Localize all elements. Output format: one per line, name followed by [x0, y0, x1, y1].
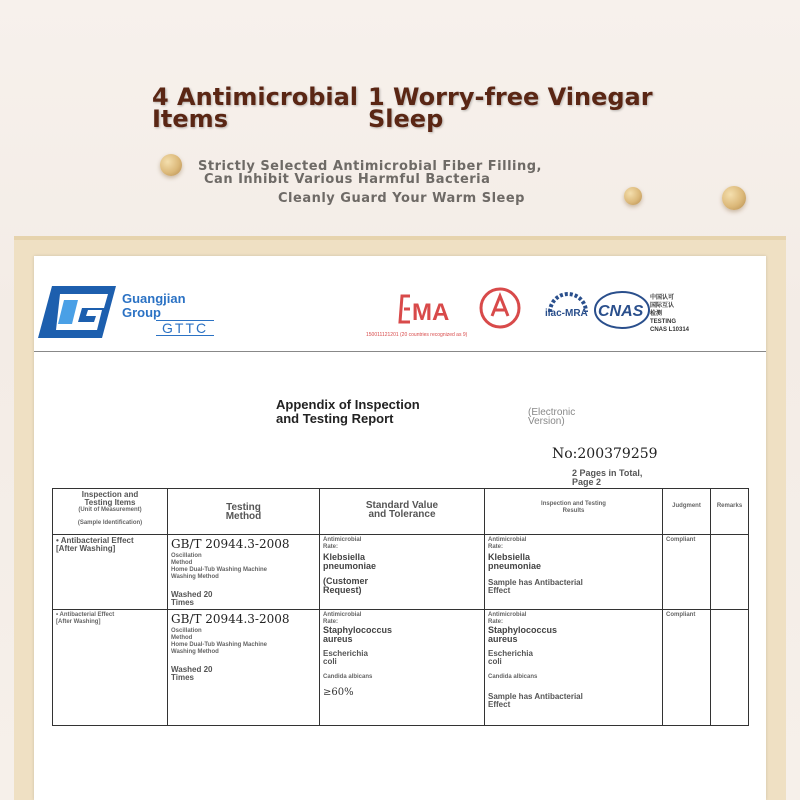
row2-item: • Antibacterial Effect [After Washing]	[53, 610, 168, 726]
ilac-logo-icon	[544, 286, 592, 330]
svg-text:ilac-MRA: ilac-MRA	[545, 308, 588, 319]
cal-logo-icon	[478, 286, 522, 330]
svg-text:MA: MA	[412, 299, 450, 326]
row2-standard: Antimicrobial Rate: Staphylococcus aureus Escherichia coli Candida albicans ≥60%	[320, 610, 485, 726]
headline-right: 1 Worry-free Vinegar Sleep	[368, 83, 653, 133]
report-paper	[34, 256, 766, 800]
company-name: Guangjian Group	[122, 291, 186, 320]
header-results: Inspection and Testing Results	[485, 489, 663, 535]
inspection-table	[52, 488, 749, 726]
bead-decoration	[722, 186, 746, 210]
row1-method: GB/T 20944.3-2008 Oscillation Method Home Dual-Tub Washing Machine Washing Method Washed 20 Times	[168, 535, 320, 610]
row2-judgment: Compliant	[663, 610, 711, 726]
subline-2: Can Inhibit Various Harmful Bacteria	[204, 172, 491, 187]
report-title: Appendix of Inspection and Testing Report	[276, 397, 420, 426]
cnas-logo-icon	[594, 290, 650, 330]
table-row	[53, 610, 749, 726]
table-header-row	[53, 489, 749, 535]
header-standard: Standard Value and Tolerance	[320, 489, 485, 535]
cnas-note: 中国认可 国际互认 检测 TESTING CNAS L10314	[650, 295, 690, 333]
header-judgment: Judgment	[663, 489, 711, 535]
svg-text:CNAS: CNAS	[598, 303, 644, 320]
headline-left: 4 Antimicrobial Items	[152, 83, 359, 133]
row1-remarks	[711, 535, 749, 610]
header-method: Testing Method	[168, 489, 320, 535]
row1-results: Antimicrobial Rate: Klebsiella pneumoniae Sample has Antibacterial Effect	[485, 535, 663, 610]
page-count: 2 Pages in Total, Page 2	[572, 468, 643, 487]
bead-decoration	[160, 154, 182, 176]
cma-logo-icon	[398, 292, 462, 326]
electronic-version-label: (Electronic Version)	[528, 407, 576, 427]
company-abbr: GTTC	[156, 320, 214, 336]
row2-method: GB/T 20944.3-2008 Oscillation Method Home Dual-Tub Washing Machine Washing Method Washed 20 Times	[168, 610, 320, 726]
report-number: No:200379259	[552, 446, 658, 462]
row1-standard: Antimicrobial Rate: Klebsiella pneumoniae (Customer Request)	[320, 535, 485, 610]
subline-3: Cleanly Guard Your Warm Sleep	[278, 191, 525, 206]
header-items: Inspection and Testing Items (Unit of Measurement) (Sample Identification)	[53, 489, 168, 535]
row1-item: • Antibacterial Effect [After Washing]	[53, 535, 168, 610]
row1-judgment: Compliant	[663, 535, 711, 610]
header-divider	[34, 351, 766, 352]
gttc-logo-icon	[38, 286, 116, 338]
subline-1: Strictly Selected Antimicrobial Fiber Filling,	[198, 159, 542, 174]
table-row	[53, 535, 749, 610]
cma-note: 150011121201 (20 countries recognized as 9)	[366, 332, 468, 338]
row2-results: Antimicrobial Rate: Staphylococcus aureus Escherichia coli Candida albicans Sample has Antibacterial Effect	[485, 610, 663, 726]
header-remarks: Remarks	[711, 489, 749, 535]
bead-decoration	[624, 187, 642, 205]
row2-remarks	[711, 610, 749, 726]
